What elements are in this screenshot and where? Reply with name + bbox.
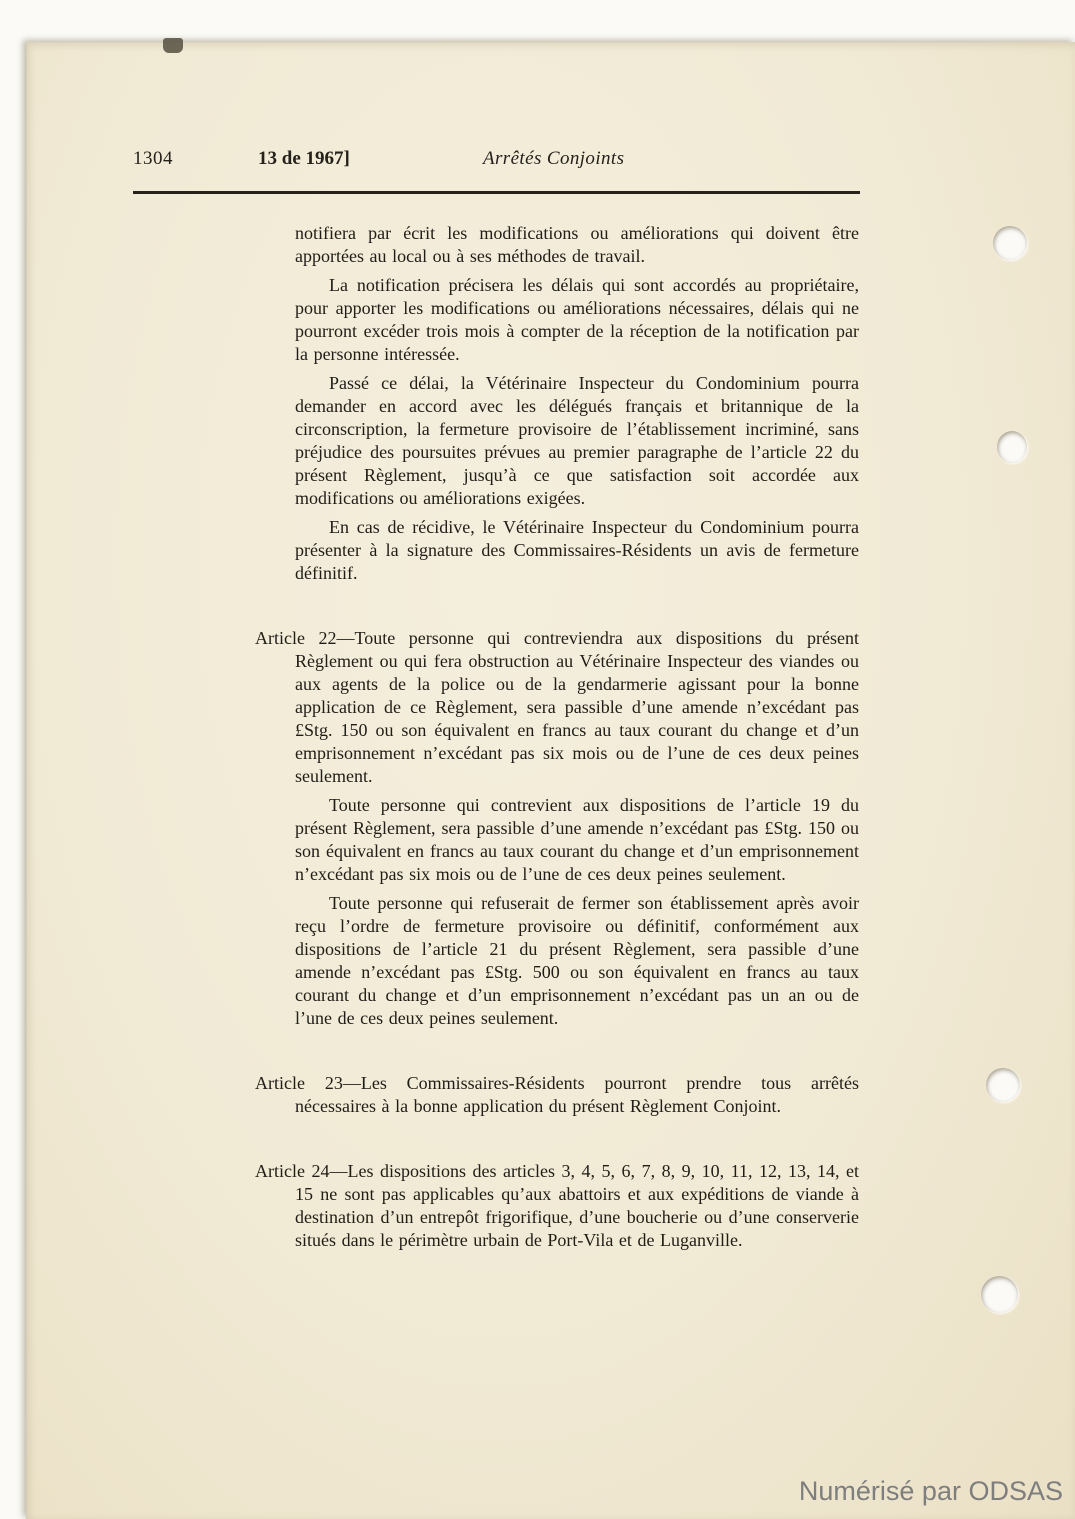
- page-number: 1304: [133, 148, 173, 169]
- article-22: [255, 627, 859, 788]
- article-23: [255, 1072, 859, 1118]
- article-24: [255, 1160, 859, 1252]
- document-body: [255, 222, 859, 1258]
- punch-hole: [981, 1276, 1018, 1313]
- journal-title: Arrêtés Conjoints: [483, 148, 625, 169]
- paragraph-passe-ce-delai: Passé ce délai, la Vétérinaire Inspecteur du Condominium pourra demander en accord avec les délégués français et britannique de la circonscription, la fermeture provisoire de l’établissement incriminé, sans préjudice des poursuites prévues au premier paragraphe de l’article 22 du présent Règlement, jusqu’à ce que satisfaction soit accordée aux modifications ou améliorations exigées.: [295, 373, 859, 508]
- article-22-text: Toute personne qui contreviendra aux dispositions du présent Règlement ou qui fera obstruction au Vétérinaire Inspecteur des viandes ou aux agents de la police ou de la gendarmerie agissant pour la bonne application de ce Règlement, sera passible d’une amende n’excédant pas £Stg. 150 ou son équivalent en francs au taux courant du change et d’un emprisonnement n’excédant pas six mois ou de l’une de ces deux peines seulement.: [295, 628, 859, 786]
- article-24-label: Article 24—: [255, 1161, 348, 1181]
- scan-artifact: [163, 38, 183, 53]
- article-23-text: Les Commissaires-Résidents pourront prendre tous arrêtés nécessaires à la bonne application du présent Règlement Conjoint.: [295, 1073, 859, 1116]
- punch-hole: [986, 1068, 1020, 1102]
- article-24-text: Les dispositions des articles 3, 4, 5, 6, 7, 8, 9, 10, 11, 12, 13, 14, et 15 ne sont pas applicables qu’aux abattoirs et aux expéditions de viande à destination d’un entrepôt frigorifique, d’une boucherie ou d’une conserverie situés dans le périmètre urbain de Port-Vila et de Luganville.: [295, 1161, 860, 1250]
- header-rule: [133, 191, 860, 194]
- paragraph-continuation: notifiera par écrit les modifications ou améliorations qui doivent être apportées au local ou à ses méthodes de travail.: [295, 223, 859, 266]
- article-23-label: Article 23—: [255, 1073, 361, 1093]
- paragraph-refus-fermeture: Toute personne qui refuserait de fermer son établissement après avoir reçu l’ordre de fermeture provisoire ou définitif, conformément aux dispositions de l’article 21 du présent Règlement, sera passible d’une amende n’excédant pas £Stg. 500 ou son équivalent en francs au taux courant du change et d’un emprisonnement n’excédant pas un an ou de l’une de ces deux peines seulement.: [295, 893, 859, 1028]
- paragraph-recidive: En cas de récidive, le Vétérinaire Inspecteur du Condominium pourra présenter à la signature des Commissaires-Résidents un avis de fermeture définitif.: [295, 517, 859, 583]
- edition-reference: 13 de 1967]: [258, 148, 350, 169]
- punch-hole: [993, 226, 1027, 260]
- paragraph-notification: La notification précisera les délais qui sont accordés au propriétaire, pour apporter les modifications ou améliorations nécessaires, délais qui ne pourront excéder trois mois à compter de la réception de la notification par la personne intéressée.: [295, 275, 859, 364]
- punch-hole: [997, 431, 1027, 463]
- article-22-label: Article 22—: [255, 628, 355, 648]
- paragraph-article-19-penalty: Toute personne qui contrevient aux dispositions de l’article 19 du présent Règlement, sera passible d’une amende n’excédant pas £Stg. 150 ou son équivalent en francs au taux courant du change et d’un emprisonnement n’excédant pas six mois ou de l’une de ces deux peines seulement.: [295, 795, 859, 884]
- scan-watermark: Numérisé par ODSAS: [798, 1476, 1063, 1506]
